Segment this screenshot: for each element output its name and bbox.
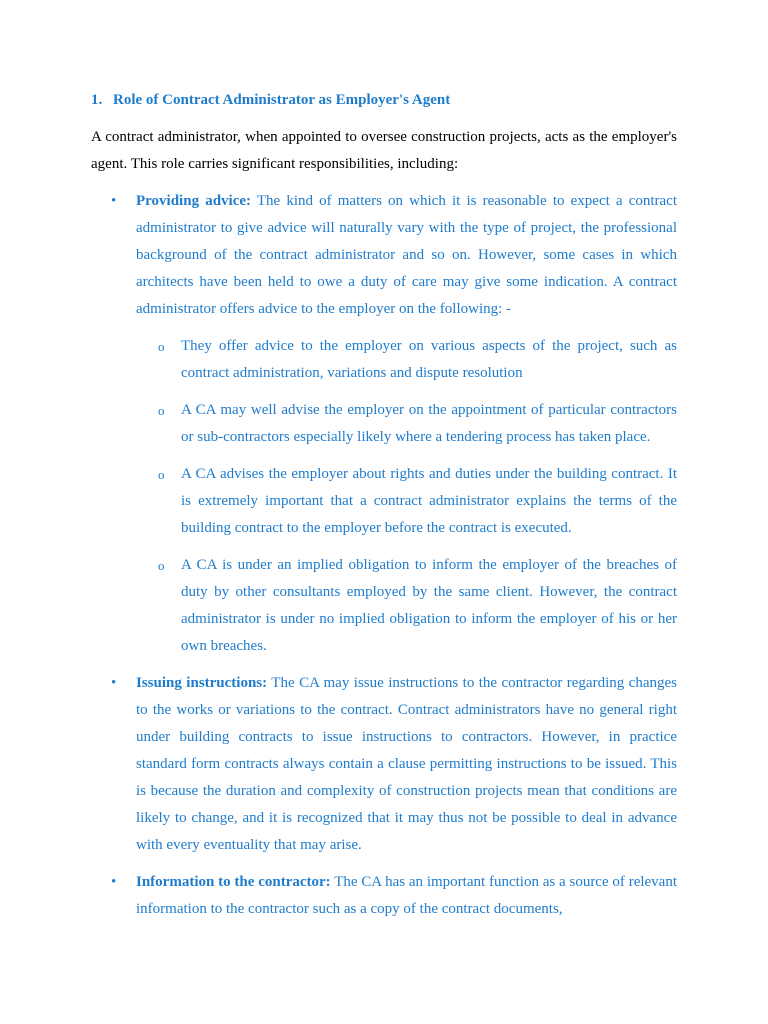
- intro-paragraph: A contract administrator, when appointed to oversee construction projects, acts as the employer's agent. This role carries significant responsibilities, including:: [91, 129, 677, 172]
- section-number: 1.: [91, 92, 103, 108]
- list-item-issuing-instructions: [91, 670, 677, 859]
- sub-bullet-icon: o: [158, 339, 165, 354]
- list-item-information-to-contractor: [91, 869, 677, 923]
- item-text: The kind of matters on which it is reasonable to expect a contract administrator to give advice will naturally vary with the type of project, the professional background of the contract administrator and so on. However, some cases in which architects have been held to owe a duty of care may give some indication. A contract administrator offers advice to the employer on the following: -: [136, 193, 678, 317]
- item-text: The CA may issue instructions to the contractor regarding changes to the works or variations to the contract. Contract administrators have no general right under building contracts to issue instructions to contractors. However, in practice standard form contracts always contain a clause permitting instructions to be issued. This is because the duration and complexity of construction projects mean that conditions are likely to change, and it is recognized that it may thus not be possible to deal in advance with every eventuality that may arise.: [136, 675, 677, 853]
- item-lead: Information to the contractor:: [136, 874, 331, 890]
- sub-bullet-icon: o: [158, 403, 165, 418]
- bullet-icon: •: [111, 193, 117, 209]
- advice-sub-list: [136, 333, 677, 660]
- bullet-icon: •: [111, 675, 117, 691]
- sub-list-item: [136, 333, 677, 387]
- sub-bullet-icon: o: [158, 558, 165, 573]
- sub-bullet-icon: o: [158, 467, 165, 482]
- item-lead: Providing advice:: [136, 193, 252, 209]
- sub-item-text: A CA advises the employer about rights and duties under the building contract. It is extremely important that a contract administrator explains the terms of the building contract to the employer before the contract is executed.: [181, 466, 677, 536]
- item-lead: Issuing instructions:: [136, 675, 268, 691]
- document-page: [91, 90, 677, 933]
- sub-list-item: [136, 461, 677, 542]
- bullet-icon: •: [111, 874, 117, 890]
- item-text: The CA has an important function as a source of relevant information to the contractor such as a copy of the contract documents,: [136, 874, 678, 917]
- list-item-providing-advice: [91, 188, 677, 660]
- sub-item-text: They offer advice to the employer on various aspects of the project, such as contract administration, variations and dispute resolution: [181, 338, 677, 381]
- responsibility-list: [91, 188, 677, 923]
- sub-list-item: [136, 397, 677, 451]
- sub-item-text: A CA may well advise the employer on the appointment of particular contractors or sub-contractors especially likely where a tendering process has taken place.: [181, 402, 677, 445]
- section-title: Role of Contract Administrator as Employer's Agent: [113, 92, 451, 108]
- section-heading: [91, 90, 677, 110]
- sub-item-text: A CA is under an implied obligation to inform the employer of the breaches of duty by other consultants employed by the same client. However, the contract administrator is under no implied obligation to inform the employer of his or her own breaches.: [181, 557, 677, 654]
- sub-list-item: [136, 552, 677, 660]
